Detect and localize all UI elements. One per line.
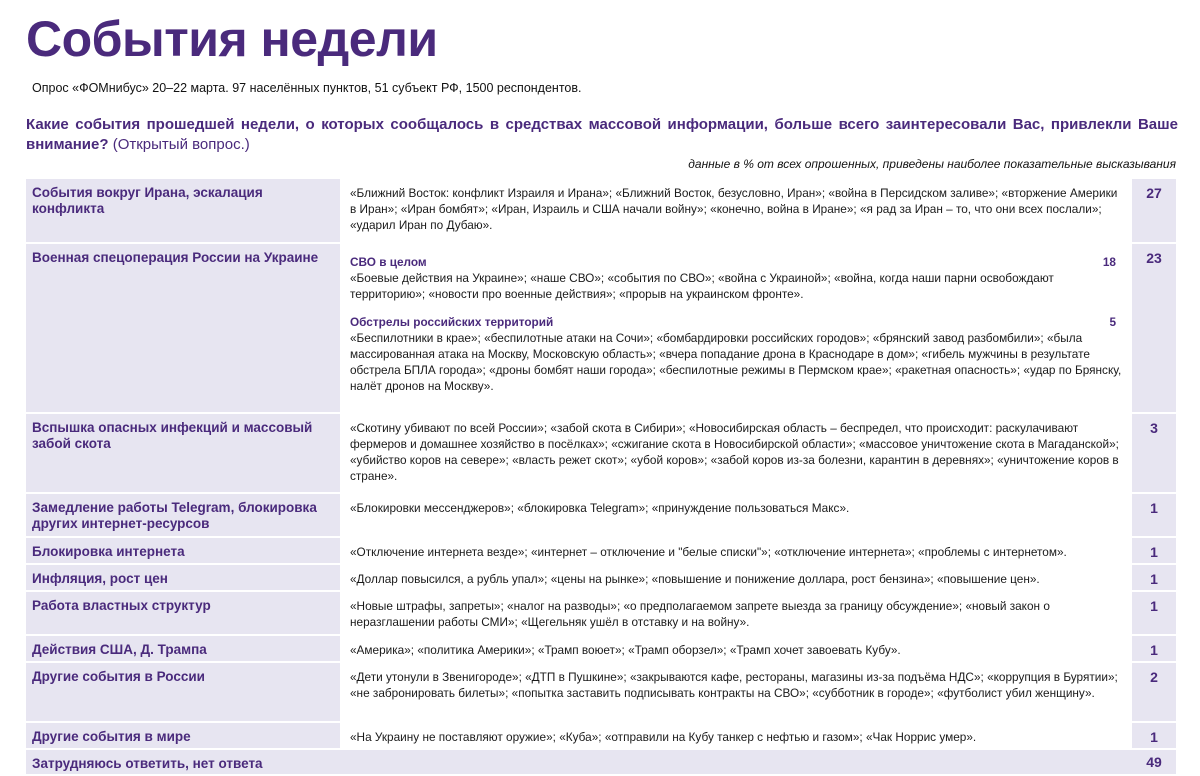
subcategory-value: 5 [1109, 315, 1116, 329]
category-label: Инфляция, рост цен [26, 565, 342, 590]
table-row [26, 663, 1176, 723]
percent-value: 27 [1132, 179, 1176, 242]
quotes: «Отключение интернета везде»; «интернет – отключение и "белые списки"»; «отключение интернета»; «проблемы с интернетом». [342, 538, 1132, 563]
percent-value: 1 [1132, 592, 1176, 634]
category-label: Другие события в России [26, 663, 342, 721]
quotes: «Скотину убивают по всей России»; «забой скота в Сибири»; «Новосибирская область – беспредел, что происходит: раскулачивают фермеров и домашнее хозяйство в посёлках»; «сжигание скота в Новосибирской области»; «массовое уничтожение скота в Магаданской»; «убийство коров на севере»; «власть режет скот»; «убой коров»; «забой коров из-за болезни, карантин в деревнях»; «уничтожение коров в стране». [342, 414, 1132, 492]
percent-value: 1 [1132, 494, 1176, 536]
subcategory-title: Обстрелы российских территорий [350, 315, 554, 329]
percent-value: 23 [1132, 244, 1176, 412]
subcategory-title: СВО в целом [350, 255, 427, 269]
quotes: «Беспилотники в крае»; «беспилотные атаки на Сочи»; «бомбардировки российских городов»; «брянский завод разбомбили»; «была массированная атака на Москву, Московскую область»; «вчера попадание дрона в Краснодаре в дом»; «гибель мужчины в результате обстрела БПЛА города»; «дроны бомбят наши города»; «беспилотные режимы в Пермском крае»; «ракетная опасность»; «удар по Брянску, налёт дронов на Москву». [350, 331, 1122, 393]
survey-info: Опрос «ФОМнибус» 20–22 марта. 97 населённых пунктов, 51 субъект РФ, 1500 респондентов. [32, 81, 582, 95]
table-row [26, 244, 1176, 414]
quotes: «Доллар повысился, а рубль упал»; «цены на рынке»; «повышение и понижение доллара, рост бензина»; «повышение цен». [342, 565, 1132, 590]
table-row [26, 538, 1176, 565]
category-label: Работа властных структур [26, 592, 342, 634]
category-label: Военная спецоперация России на Украине [26, 244, 342, 412]
quotes: «Боевые действия на Украине»; «наше СВО»; «события по СВО»; «война с Украиной»; «война, когда наши парни освобождают территорию»; «новости про военные действия»; «прорыв на украинском фронте». [350, 271, 1054, 301]
subcategory [350, 254, 1122, 302]
table-row [26, 592, 1176, 636]
quotes: «Блокировки мессенджеров»; «блокировка Telegram»; «принуждение пользоваться Макс». [342, 494, 1132, 536]
table-row [26, 723, 1176, 750]
percent-value: 1 [1132, 636, 1176, 661]
table-row [26, 414, 1176, 494]
table-row [26, 565, 1176, 592]
table-row [26, 494, 1176, 538]
percent-value: 2 [1132, 663, 1176, 721]
data-note: данные в % от всех опрошенных, приведены наиболее показательные высказывания [688, 157, 1176, 171]
percent-value: 1 [1132, 565, 1176, 590]
category-label: События вокруг Ирана, эскалация конфликта [26, 179, 342, 242]
total-row [26, 750, 1176, 776]
total-value: 49 [1132, 750, 1176, 774]
quotes: «Новые штрафы, запреты»; «налог на разводы»; «о предполагаемом запрете выезда за границу обсуждение»; «новый закон о неразглашении работы СМИ»; «Щегельняк ушёл в отставку и на войну». [342, 592, 1132, 634]
quotes: «Ближний Восток: конфликт Израиля и Ирана»; «Ближний Восток, безусловно, Иран»; «война в Персидском заливе»; «вторжение Америки в Иран»; «Иран бомбят»; «Иран, Израиль и США начали войну»; «конечно, война в Иране»; «я рад за Иран – то, что они всех послали»; «ударил Иран по Дубаю». [342, 179, 1132, 242]
table-row [26, 179, 1176, 244]
quotes: «Дети утонули в Звенигороде»; «ДТП в Пушкине»; «закрываются кафе, рестораны, магазины из-за подъёма НДС»; «коррупция в Бурятии»; «не забронировать билеты»; «попытка заставить подписывать контракты на СВО»; «субботник в городе»; «футболист убил женщину». [342, 663, 1132, 721]
table-row [26, 636, 1176, 663]
category-label: Действия США, Д. Трампа [26, 636, 342, 661]
question-open-note: (Открытый вопрос.) [112, 136, 250, 153]
percent-value: 1 [1132, 723, 1176, 748]
results-table [26, 179, 1176, 776]
category-label: Вспышка опасных инфекций и массовый забой скота [26, 414, 342, 492]
quotes-group [342, 244, 1132, 412]
total-label: Затрудняюсь ответить, нет ответа [26, 750, 1132, 774]
subcategory-value: 18 [1102, 255, 1116, 269]
quotes: «Америка»; «политика Америки»; «Трамп воюет»; «Трамп оборзел»; «Трамп хочет завоевать Кубу». [342, 636, 1132, 661]
question-text: Какие события прошедшей недели, о которых сообщалось в средствах массовой информации, больше всего заинтересовали Вас, привлекли Ваше внимание? [26, 116, 1178, 153]
percent-value: 3 [1132, 414, 1176, 492]
category-label: Блокировка интернета [26, 538, 342, 563]
percent-value: 1 [1132, 538, 1176, 563]
category-label: Другие события в мире [26, 723, 342, 748]
subcategory [350, 314, 1122, 394]
category-label: Замедление работы Telegram, блокировка других интернет-ресурсов [26, 494, 342, 536]
quotes: «На Украину не поставляют оружие»; «Куба»; «отправили на Кубу танкер с нефтью и газом»; «Чак Норрис умер». [342, 723, 1132, 748]
page-title: События недели [26, 11, 438, 67]
question [26, 115, 1178, 155]
